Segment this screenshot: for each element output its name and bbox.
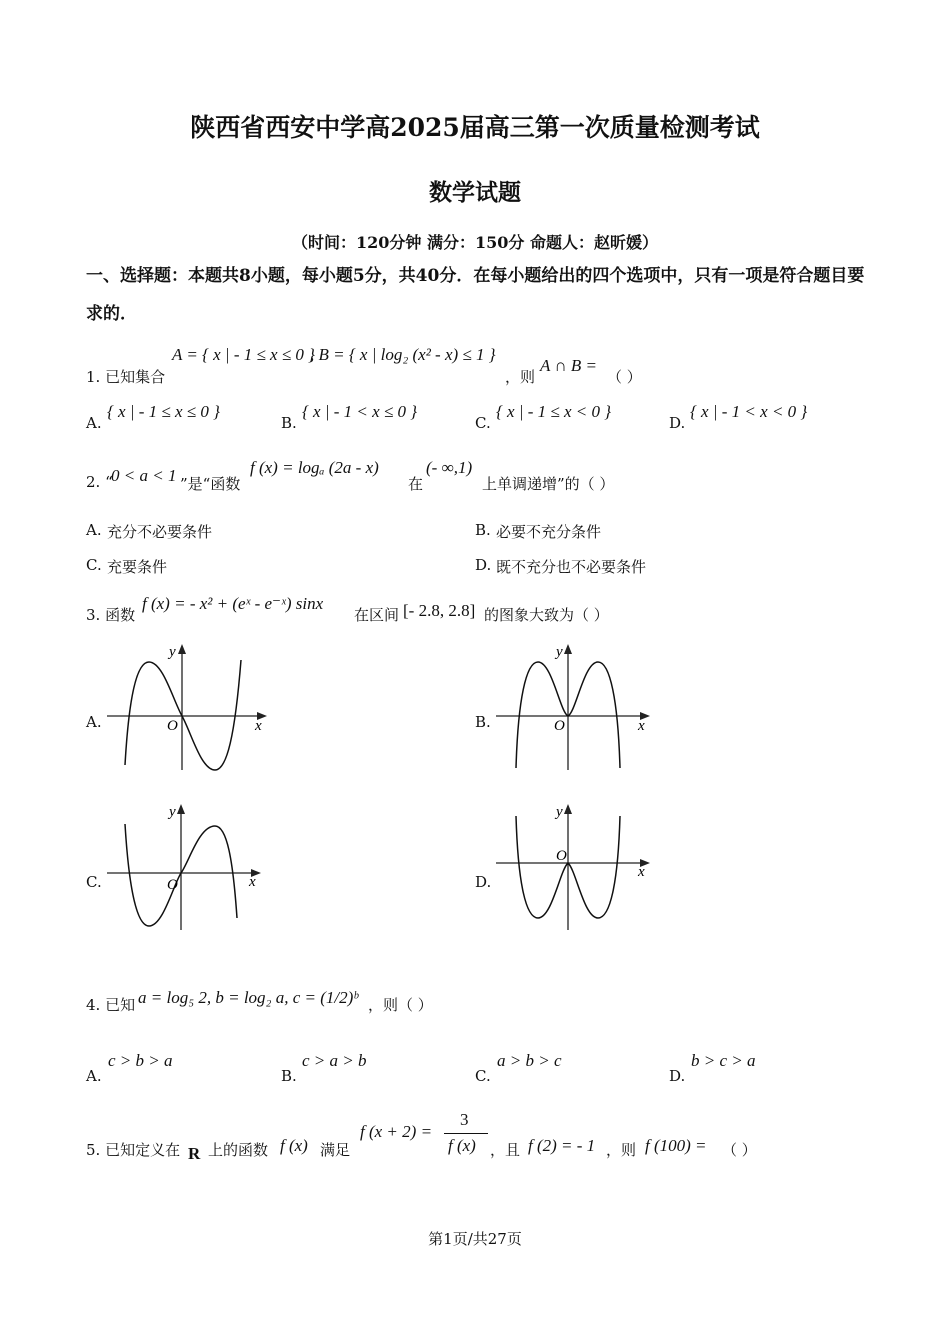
q2-option-c-label: C. bbox=[86, 556, 102, 574]
page-title: 陕西省西安中学高2025届高三第一次质量检测考试 bbox=[190, 113, 760, 142]
q4-option-d: b > c > a bbox=[691, 1051, 756, 1070]
graph-c bbox=[105, 800, 275, 935]
origin-label: O bbox=[167, 877, 178, 893]
graph-b-label: B. bbox=[475, 713, 491, 731]
q5-lhs: f (x + 2) = bbox=[360, 1122, 433, 1141]
page-number: 第1页/共27页 bbox=[428, 1230, 522, 1248]
q4-option-c: a > b > c bbox=[497, 1051, 562, 1070]
q2-option-b: 必要不充分条件 bbox=[496, 523, 602, 541]
y-arrow-icon bbox=[177, 804, 185, 814]
y-axis-label: y bbox=[169, 644, 176, 660]
q5-function: f (x) bbox=[280, 1136, 308, 1155]
q2-option-a: 充分不必要条件 bbox=[107, 523, 213, 541]
q4-option-c-label: C. bbox=[475, 1067, 491, 1085]
q5-ask: f (100) = bbox=[645, 1136, 707, 1155]
q2-in: 在 bbox=[408, 475, 424, 493]
x-axis-label: x bbox=[249, 874, 256, 890]
origin-label: O bbox=[167, 718, 178, 734]
q2-option-c: 充要条件 bbox=[107, 558, 168, 576]
q5-prefix: 5. 已知定义在 bbox=[86, 1141, 181, 1159]
y-axis-label: y bbox=[556, 644, 563, 660]
q1-option-c: { x | - 1 ≤ x < 0 } bbox=[496, 402, 612, 421]
graph-a bbox=[105, 640, 275, 775]
q1-option-c-label: C. bbox=[475, 414, 491, 432]
origin-label: O bbox=[556, 848, 567, 864]
fraction-bar bbox=[444, 1133, 488, 1134]
q5-set-r: R bbox=[188, 1144, 201, 1163]
y-arrow-icon bbox=[564, 644, 572, 654]
q5-mid2: 满足 bbox=[320, 1141, 351, 1159]
q4-suffix: ，则（ ） bbox=[368, 996, 433, 1014]
page-subtitle: 数学试题 bbox=[429, 179, 521, 206]
q5-mid: 上的函数 bbox=[208, 1141, 269, 1159]
q2-option-d: 既不充分也不必要条件 bbox=[496, 558, 647, 576]
q5-mid4: ，则 bbox=[606, 1141, 637, 1159]
q2-option-b-label: B. bbox=[475, 521, 491, 539]
y-axis-label: y bbox=[169, 804, 176, 820]
q5-denominator: f (x) bbox=[448, 1136, 476, 1155]
q3-function: f (x) = - x² + (eˣ - e⁻ˣ) sinx bbox=[142, 594, 324, 613]
graph-b bbox=[494, 640, 664, 775]
q4-option-b-label: B. bbox=[281, 1067, 297, 1085]
section-heading: 一、选择题：本题共8小题，每小题5分，共40分．在每小题给出的四个选项中，只有一项是符合题目要求的． bbox=[86, 266, 865, 324]
q2-interval: (- ∞,1) bbox=[426, 458, 473, 477]
q2-suffix: 上单调递增”的（ ） bbox=[482, 475, 615, 493]
q2-mid: ”是“函数 bbox=[180, 475, 241, 493]
exam-info: （时间：120分钟 满分：150分 命题人：赵昕媛） bbox=[292, 233, 658, 252]
q5-paren: （ ） bbox=[722, 1141, 757, 1159]
x-axis-label: x bbox=[638, 718, 645, 734]
graph-a-label: A. bbox=[86, 713, 102, 731]
q4-prefix: 4. 已知 bbox=[86, 996, 136, 1014]
curve bbox=[125, 660, 241, 770]
x-axis-label: x bbox=[255, 718, 262, 734]
q1-option-a-label: A. bbox=[86, 414, 102, 432]
q4-option-b: c > a > b bbox=[302, 1051, 367, 1070]
q1-expr: A ∩ B = bbox=[540, 356, 597, 375]
q1-paren: （ ） bbox=[607, 368, 642, 386]
q4-option-d-label: D. bbox=[669, 1067, 686, 1085]
q3-prefix: 3. 函数 bbox=[86, 606, 136, 624]
q5-mid3: ，且 bbox=[490, 1141, 521, 1159]
q1-option-b: { x | - 1 < x ≤ 0 } bbox=[302, 402, 418, 421]
q2-condition: 0 < a < 1 bbox=[111, 466, 177, 485]
y-arrow-icon bbox=[178, 644, 186, 654]
q4-option-a: c > b > a bbox=[108, 1051, 173, 1070]
q1-set-a: A = { x | - 1 ≤ x ≤ 0 } bbox=[172, 345, 315, 364]
q5-numerator: 3 bbox=[460, 1110, 469, 1129]
q1-suffix: ，则 bbox=[505, 368, 536, 386]
graph-c-label: C. bbox=[86, 873, 102, 891]
x-axis-label: x bbox=[638, 864, 645, 880]
q2-option-a-label: A. bbox=[86, 521, 102, 539]
q1-prefix: 1. 已知集合 bbox=[86, 368, 166, 386]
q4-option-a-label: A. bbox=[86, 1067, 102, 1085]
q2-prefix: 2. “ bbox=[86, 473, 113, 491]
q1-option-a: { x | - 1 ≤ x ≤ 0 } bbox=[107, 402, 220, 421]
q1-set-b: , B = { x | log₂ (x² - x) ≤ 1 } bbox=[310, 345, 496, 364]
q2-function: f (x) = logₐ (2a - x) bbox=[250, 458, 379, 477]
y-arrow-icon bbox=[564, 804, 572, 814]
origin-label: O bbox=[554, 718, 565, 734]
q1-option-d-label: D. bbox=[669, 414, 686, 432]
q3-suffix: 的图象大致为（ ） bbox=[484, 606, 609, 624]
q3-mid: 在区间 bbox=[354, 606, 400, 624]
y-axis-label: y bbox=[556, 804, 563, 820]
q5-condition: f (2) = - 1 bbox=[528, 1136, 596, 1155]
q3-interval: [- 2.8, 2.8] bbox=[403, 601, 476, 620]
graph-d-label: D. bbox=[475, 873, 492, 891]
q4-expression: a = log₅ 2, b = log₂ a, c = (1/2)ᵇ bbox=[138, 988, 358, 1007]
q1-option-b-label: B. bbox=[281, 414, 297, 432]
q2-option-d-label: D. bbox=[475, 556, 492, 574]
q1-option-d: { x | - 1 < x < 0 } bbox=[690, 402, 808, 421]
graph-d bbox=[494, 800, 664, 935]
